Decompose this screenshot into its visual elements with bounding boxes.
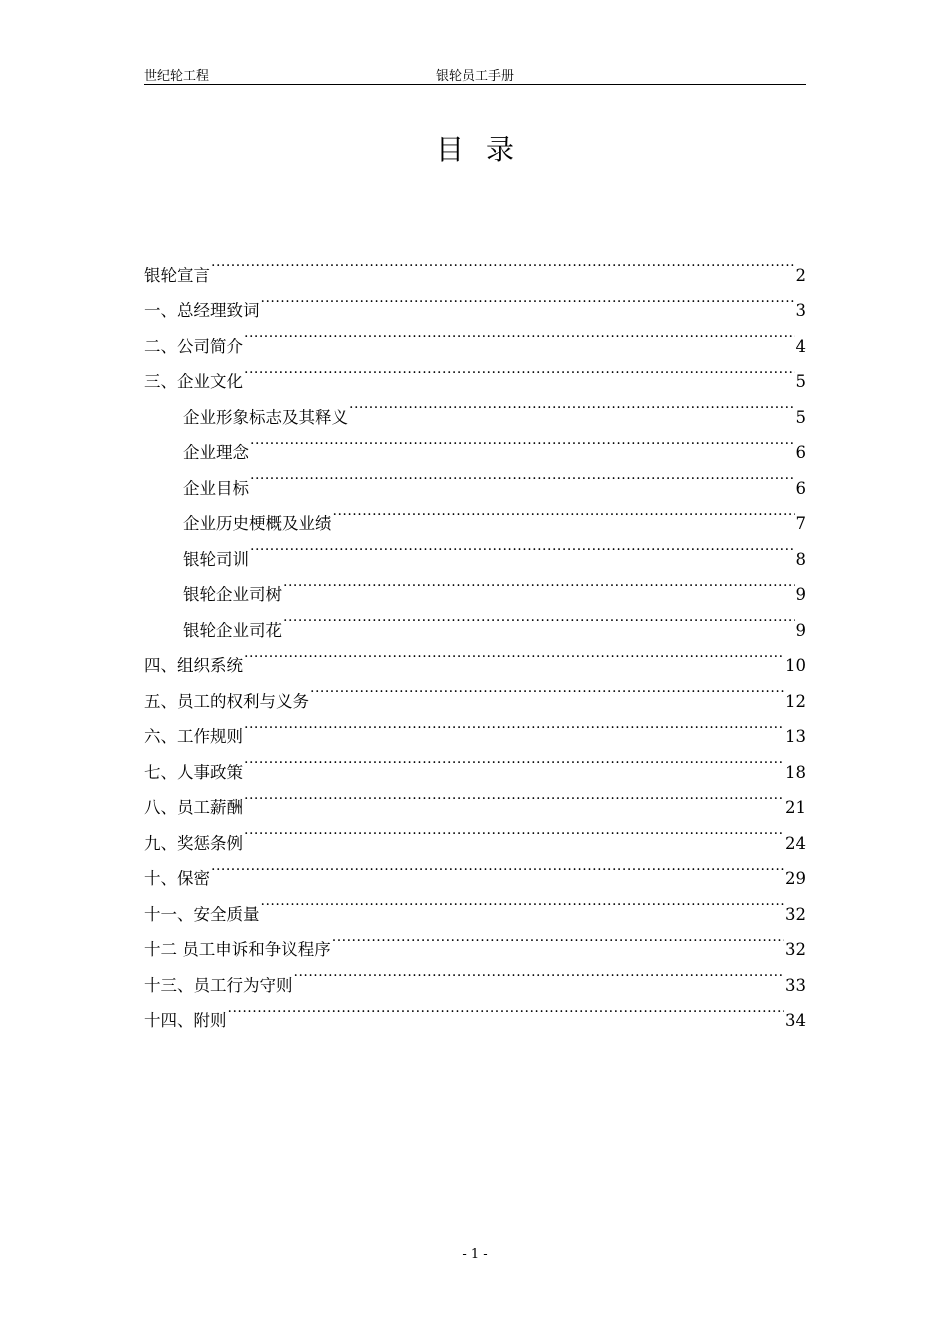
toc-entry-page: 5	[795, 407, 806, 427]
page-header	[144, 63, 806, 85]
toc-entry[interactable]	[144, 671, 806, 711]
toc-entry-page: 2	[795, 265, 806, 285]
toc-entry-label: 银轮宣言	[144, 265, 210, 285]
toc-entry-page: 13	[785, 727, 806, 746]
toc-entry-page: 32	[785, 904, 806, 924]
toc-entry-label: 银轮企业司树	[183, 585, 282, 604]
toc-entry-label: 九、奖惩条例	[144, 833, 243, 853]
toc-entry[interactable]	[144, 245, 806, 285]
toc-entry[interactable]	[144, 778, 806, 817]
toc-leader-dots	[244, 742, 784, 778]
toc-leader-dots	[211, 245, 795, 281]
toc-entry-page: 6	[795, 478, 806, 498]
toc-leader-dots	[261, 884, 785, 920]
toc-leader-dots	[211, 849, 784, 885]
toc-entry-label: 三、企业文化	[144, 372, 243, 391]
toc-entry-label: 十四、附则	[144, 1011, 227, 1030]
toc-entry-label: 企业目标	[183, 478, 249, 498]
toc-entry-page: 6	[795, 443, 806, 462]
toc-leader-dots	[332, 920, 784, 956]
toc-entry-label: 银轮司训	[183, 549, 249, 569]
toc-leader-dots	[261, 281, 795, 317]
toc-entry-label: 企业历史梗概及业绩	[183, 514, 332, 533]
toc-leader-dots	[244, 813, 784, 849]
toc-entry[interactable]	[144, 991, 806, 1030]
toc-entry[interactable]	[144, 352, 806, 391]
toc-entry-page: 5	[795, 372, 806, 391]
toc-leader-dots	[349, 387, 795, 423]
header-center-text: 银轮员工手册	[435, 69, 514, 84]
toc-leader-dots	[244, 316, 795, 352]
toc-leader-dots	[244, 352, 795, 388]
toc-entry-label: 十一、安全质量	[144, 904, 260, 924]
toc-entry-page: 8	[795, 549, 806, 569]
toc-entry-page: 24	[785, 833, 806, 853]
toc-entry-page: 18	[785, 762, 806, 782]
toc-entry-label: 八、员工薪酬	[144, 798, 243, 817]
toc-entry-label: 七、人事政策	[144, 762, 243, 782]
toc-leader-dots	[283, 565, 795, 601]
toc-entry-page: 4	[795, 336, 806, 356]
toc-entry[interactable]	[144, 707, 806, 746]
toc-leader-dots	[244, 707, 784, 743]
table-of-contents	[144, 245, 806, 1030]
toc-leader-dots	[250, 458, 795, 494]
toc-entry[interactable]	[144, 742, 806, 782]
toc-leader-dots	[283, 600, 795, 636]
toc-entry-label: 十、保密	[144, 869, 210, 888]
toc-entry[interactable]	[144, 849, 806, 888]
toc-entry[interactable]	[144, 281, 806, 320]
toc-entry[interactable]	[144, 636, 806, 675]
toc-entry-page: 7	[795, 514, 806, 533]
toc-entry-page: 21	[785, 798, 806, 817]
toc-entry-page: 3	[795, 301, 806, 320]
toc-entry-page: 12	[785, 691, 806, 711]
toc-entry-label: 四、组织系统	[144, 656, 243, 675]
toc-entry-label: 十二 员工申诉和争议程序	[144, 940, 331, 959]
toc-entry-label: 二、公司简介	[144, 336, 243, 356]
toc-entry-label: 企业理念	[183, 443, 249, 462]
toc-leader-dots	[228, 991, 785, 1027]
toc-leader-dots	[294, 955, 785, 991]
toc-entry-label: 六、工作规则	[144, 727, 243, 746]
toc-entry-label: 一、总经理致词	[144, 301, 260, 320]
toc-entry-page: 34	[785, 1011, 806, 1030]
page-number: - 1 -	[462, 1247, 488, 1262]
toc-leader-dots	[244, 778, 784, 814]
toc-entry-page: 9	[795, 620, 806, 640]
toc-entry-page: 10	[785, 656, 806, 675]
toc-entry-page: 29	[785, 869, 806, 888]
toc-entry-label: 五、员工的权利与义务	[144, 691, 309, 711]
toc-entry[interactable]	[144, 316, 806, 356]
page-title: 目录	[435, 133, 536, 166]
toc-entry-label: 企业形象标志及其释义	[183, 407, 348, 427]
toc-leader-dots	[250, 423, 795, 459]
toc-entry[interactable]	[144, 813, 806, 853]
toc-entry-label: 银轮企业司花	[183, 620, 282, 640]
toc-entry[interactable]	[144, 387, 806, 427]
toc-entry-page: 33	[785, 975, 806, 995]
header-left-text: 世纪轮工程	[144, 69, 210, 84]
toc-entry-page: 9	[795, 585, 806, 604]
toc-leader-dots	[244, 636, 784, 672]
toc-entry-label: 十三、员工行为守则	[144, 975, 293, 995]
toc-leader-dots	[250, 529, 795, 565]
toc-leader-dots	[333, 494, 795, 530]
toc-leader-dots	[310, 671, 784, 707]
toc-entry[interactable]	[144, 884, 806, 924]
toc-entry-page: 32	[785, 940, 806, 959]
